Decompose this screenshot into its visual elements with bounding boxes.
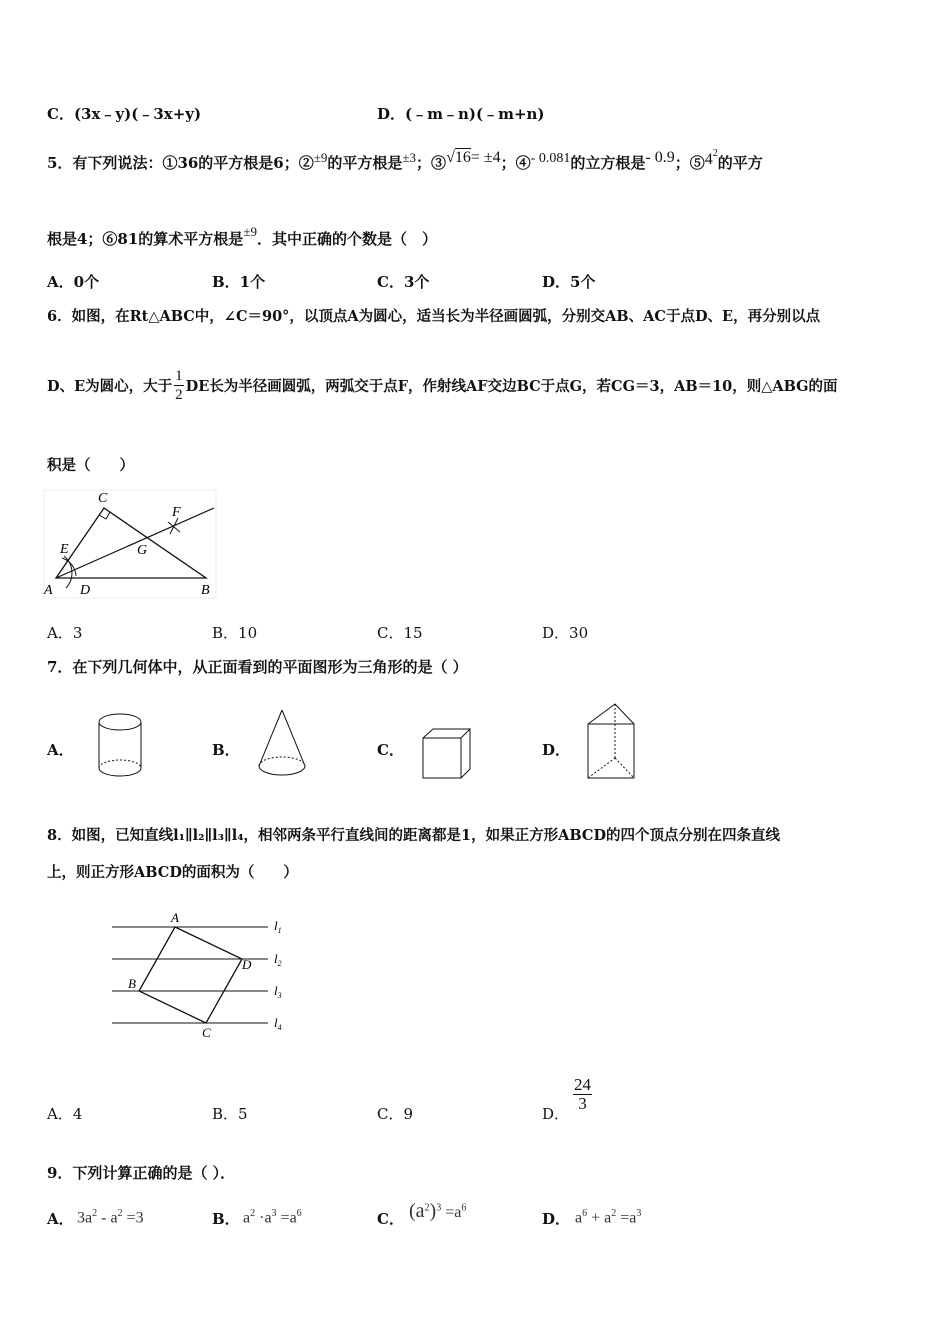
q6-label-f: F: [172, 505, 181, 520]
prism-figure: [582, 700, 642, 784]
q6-label-c: C: [98, 491, 108, 506]
q8-l3-sub: 3: [277, 991, 282, 1000]
q7-label-b: B．: [212, 741, 240, 759]
q6-option-a: A．3: [47, 624, 83, 642]
q9-b-exp2: 3: [271, 1208, 277, 1219]
q5-radicand: 16: [454, 149, 471, 166]
q4-option-c: C．(3x﹣y)(﹣3x+y): [47, 105, 202, 123]
q9-a-result: =3: [122, 1209, 144, 1227]
q5-four: 4: [704, 151, 713, 168]
q5-square: 2: [712, 148, 718, 159]
q5-neg09: - 0.9: [645, 149, 675, 166]
q9-d-plus: + a: [587, 1209, 612, 1227]
q4-option-d: D．(﹣m﹣n)(﹣m+n): [377, 105, 545, 123]
q9-a-coef: 3a: [77, 1209, 93, 1227]
q8-l3-letter: l: [274, 983, 278, 998]
cube-front-face: [423, 738, 461, 778]
q9-expr-b: [243, 1208, 302, 1227]
q8-l1-sub: 1: [277, 926, 282, 935]
cone-figure: [254, 706, 310, 784]
q9-label-b: B．: [212, 1210, 240, 1228]
q9-label-c: C．: [377, 1210, 404, 1228]
q9-c-result: =a: [441, 1204, 462, 1221]
q6-label-a: A: [44, 583, 53, 598]
q8-option-c: C．9: [377, 1105, 414, 1123]
q9-b-exp1: 2: [250, 1208, 256, 1219]
q6-label-d: D: [80, 583, 91, 598]
q8-option-d: D．: [542, 1105, 570, 1123]
q5-text-5: 的立方根是: [570, 154, 646, 172]
q8-label-c: C: [202, 1025, 211, 1040]
q8-line1: 8．如图，已知直线l₁∥l₂∥l₃∥l₄，相邻两条平行直线间的距离都是1，如果正方形ABCD的四个顶点分别在四条直线: [47, 827, 781, 844]
q8-fracd-den: 3: [578, 1094, 587, 1113]
q5-neg0081: - 0.081: [530, 151, 571, 166]
q8-label-b: B: [128, 976, 136, 991]
cone-base-front: [259, 766, 305, 775]
q7-question: 7．在下列几何体中，从正面看到的平面图形为三角形的是（ ）: [47, 658, 468, 676]
q5-line2: [47, 224, 437, 249]
q6-line3: 积是（ ）: [47, 457, 134, 474]
q8-label-l2: [274, 951, 282, 968]
q9-b-result: =a: [276, 1209, 297, 1227]
q9-b-dot: ·a: [255, 1209, 272, 1227]
prism-hidden-base-1: [588, 758, 615, 778]
q8-square-figure: [108, 905, 298, 1043]
q6-option-c: C．15: [377, 624, 423, 642]
q6-frac-num: 1: [175, 368, 183, 384]
q9-expr-c: [409, 1200, 466, 1223]
q5-line1: [47, 148, 763, 173]
q7-label-d: D．: [542, 741, 571, 759]
q9-label-a: A．: [47, 1210, 74, 1228]
q5-option-b: B．1个: [212, 273, 266, 291]
cylinder-bottom-front: [99, 768, 141, 776]
q9-label-d: D．: [542, 1210, 571, 1228]
q5-text-4: ；④: [500, 154, 531, 172]
cube-top-face: [423, 729, 470, 738]
q5-eq4: = ±4: [470, 149, 501, 166]
q5-line2-a: 根是4；⑥81的算术平方根是: [47, 230, 244, 248]
q9-d-result: =a: [616, 1209, 637, 1227]
cylinder-top: [99, 714, 141, 730]
q6-fraction: [174, 367, 184, 404]
q5-text-7: 的平方: [717, 154, 763, 172]
q5-text-2: 的平方根是: [327, 154, 403, 172]
q8-label-a: A: [171, 910, 179, 925]
q8-l1-letter: l: [274, 918, 278, 933]
q6-option-d: D．30: [542, 624, 589, 642]
q8-label-l4: [274, 1015, 282, 1032]
q9-c-exp2: 3: [436, 1202, 442, 1214]
q5-option-a: A．0个: [47, 273, 100, 291]
q5-sqrt16: √16: [446, 149, 471, 166]
q9-c-close: ): [429, 1200, 437, 1222]
q5-line2-b: ．其中正确的个数是（ ）: [256, 230, 437, 248]
q6-option-b: B．10: [212, 624, 258, 642]
q9-d-exp1: 6: [582, 1208, 588, 1219]
q5-pm3: ±3: [402, 150, 417, 165]
q8-l2-letter: l: [274, 951, 278, 966]
q6-label-e: E: [60, 542, 69, 557]
cone-left-edge: [259, 710, 282, 766]
q8-label-l1: [274, 918, 282, 935]
q8-l2-sub: 2: [277, 959, 282, 968]
q6-line2: [47, 367, 838, 404]
q9-b-exp3: 6: [296, 1208, 302, 1219]
q7-label-a: A．: [47, 741, 74, 759]
cylinder-bottom-back: [99, 760, 141, 768]
q8-option-a: A．4: [47, 1105, 83, 1123]
q9-expr-d: [575, 1208, 641, 1227]
q7-label-c: C．: [377, 741, 404, 759]
q8-option-d-fraction: [573, 1076, 592, 1113]
q6-line1: 6．如图，在Rt△ABC中，∠C＝90°，以顶点A为圆心，适当长为半径画圆弧，分别交AB、AC于点D、E，再分别以点: [47, 308, 821, 325]
prism-hidden-base-2: [615, 758, 634, 778]
q9-c-exp1: 2: [424, 1202, 430, 1214]
q6-line2-a: D、E为圆心，大于: [47, 378, 173, 395]
q8-label-l3: [274, 983, 282, 1000]
q5-text-1: 5．有下列说法：①36的平方根是6；②: [47, 154, 314, 172]
q5-text-3: ；③: [416, 154, 447, 172]
q9-d-exp2: 2: [611, 1208, 617, 1219]
q9-b-base: a: [243, 1209, 251, 1227]
q9-a-exp2: 2: [117, 1208, 123, 1219]
cylinder-figure: [92, 710, 148, 782]
q6-line2-b: DE长为半径画圆弧，两弧交于点F，作射线AF交边BC于点G，若CG＝3，AB＝10，则△ABG的面: [185, 378, 838, 395]
q8-l4-letter: l: [274, 1015, 278, 1030]
cone-base-back: [259, 757, 305, 766]
q9-c-exp3: 6: [461, 1202, 467, 1214]
q9-a-minus: - a: [97, 1209, 118, 1227]
cube-figure: [418, 726, 474, 782]
q5-option-d: D．5个: [542, 273, 596, 291]
q8-fracd-num: 24: [574, 1075, 591, 1094]
q5-text-6: ；⑤: [674, 154, 705, 172]
q6-arcs-f: [168, 518, 180, 534]
q9-d-base: a: [575, 1209, 583, 1227]
q9-a-exp1: 2: [92, 1208, 98, 1219]
q8-l4-sub: 4: [277, 1023, 282, 1032]
q8-label-d: D: [242, 957, 252, 972]
q6-triangle-figure: [42, 488, 222, 603]
q9-expr-a: [77, 1208, 144, 1227]
q9-d-exp3: 3: [636, 1208, 642, 1219]
q5-option-c: C．3个: [377, 273, 430, 291]
q6-frac-den: 2: [175, 387, 183, 403]
prism-outline: [588, 704, 634, 778]
q5-pm9: ±9: [313, 150, 328, 165]
q8-line2: 上，则正方形ABCD的面积为（ ）: [47, 864, 298, 881]
q6-label-b: B: [201, 583, 210, 598]
square-abcd: [139, 927, 242, 1023]
q9-c-open: (a: [409, 1200, 425, 1222]
q6-label-g: G: [137, 543, 148, 558]
q9-question: 9．下列计算正确的是（ ）．: [47, 1164, 236, 1182]
q5-pm9b: ±9: [243, 224, 257, 239]
q8-option-b: B．5: [212, 1105, 248, 1123]
